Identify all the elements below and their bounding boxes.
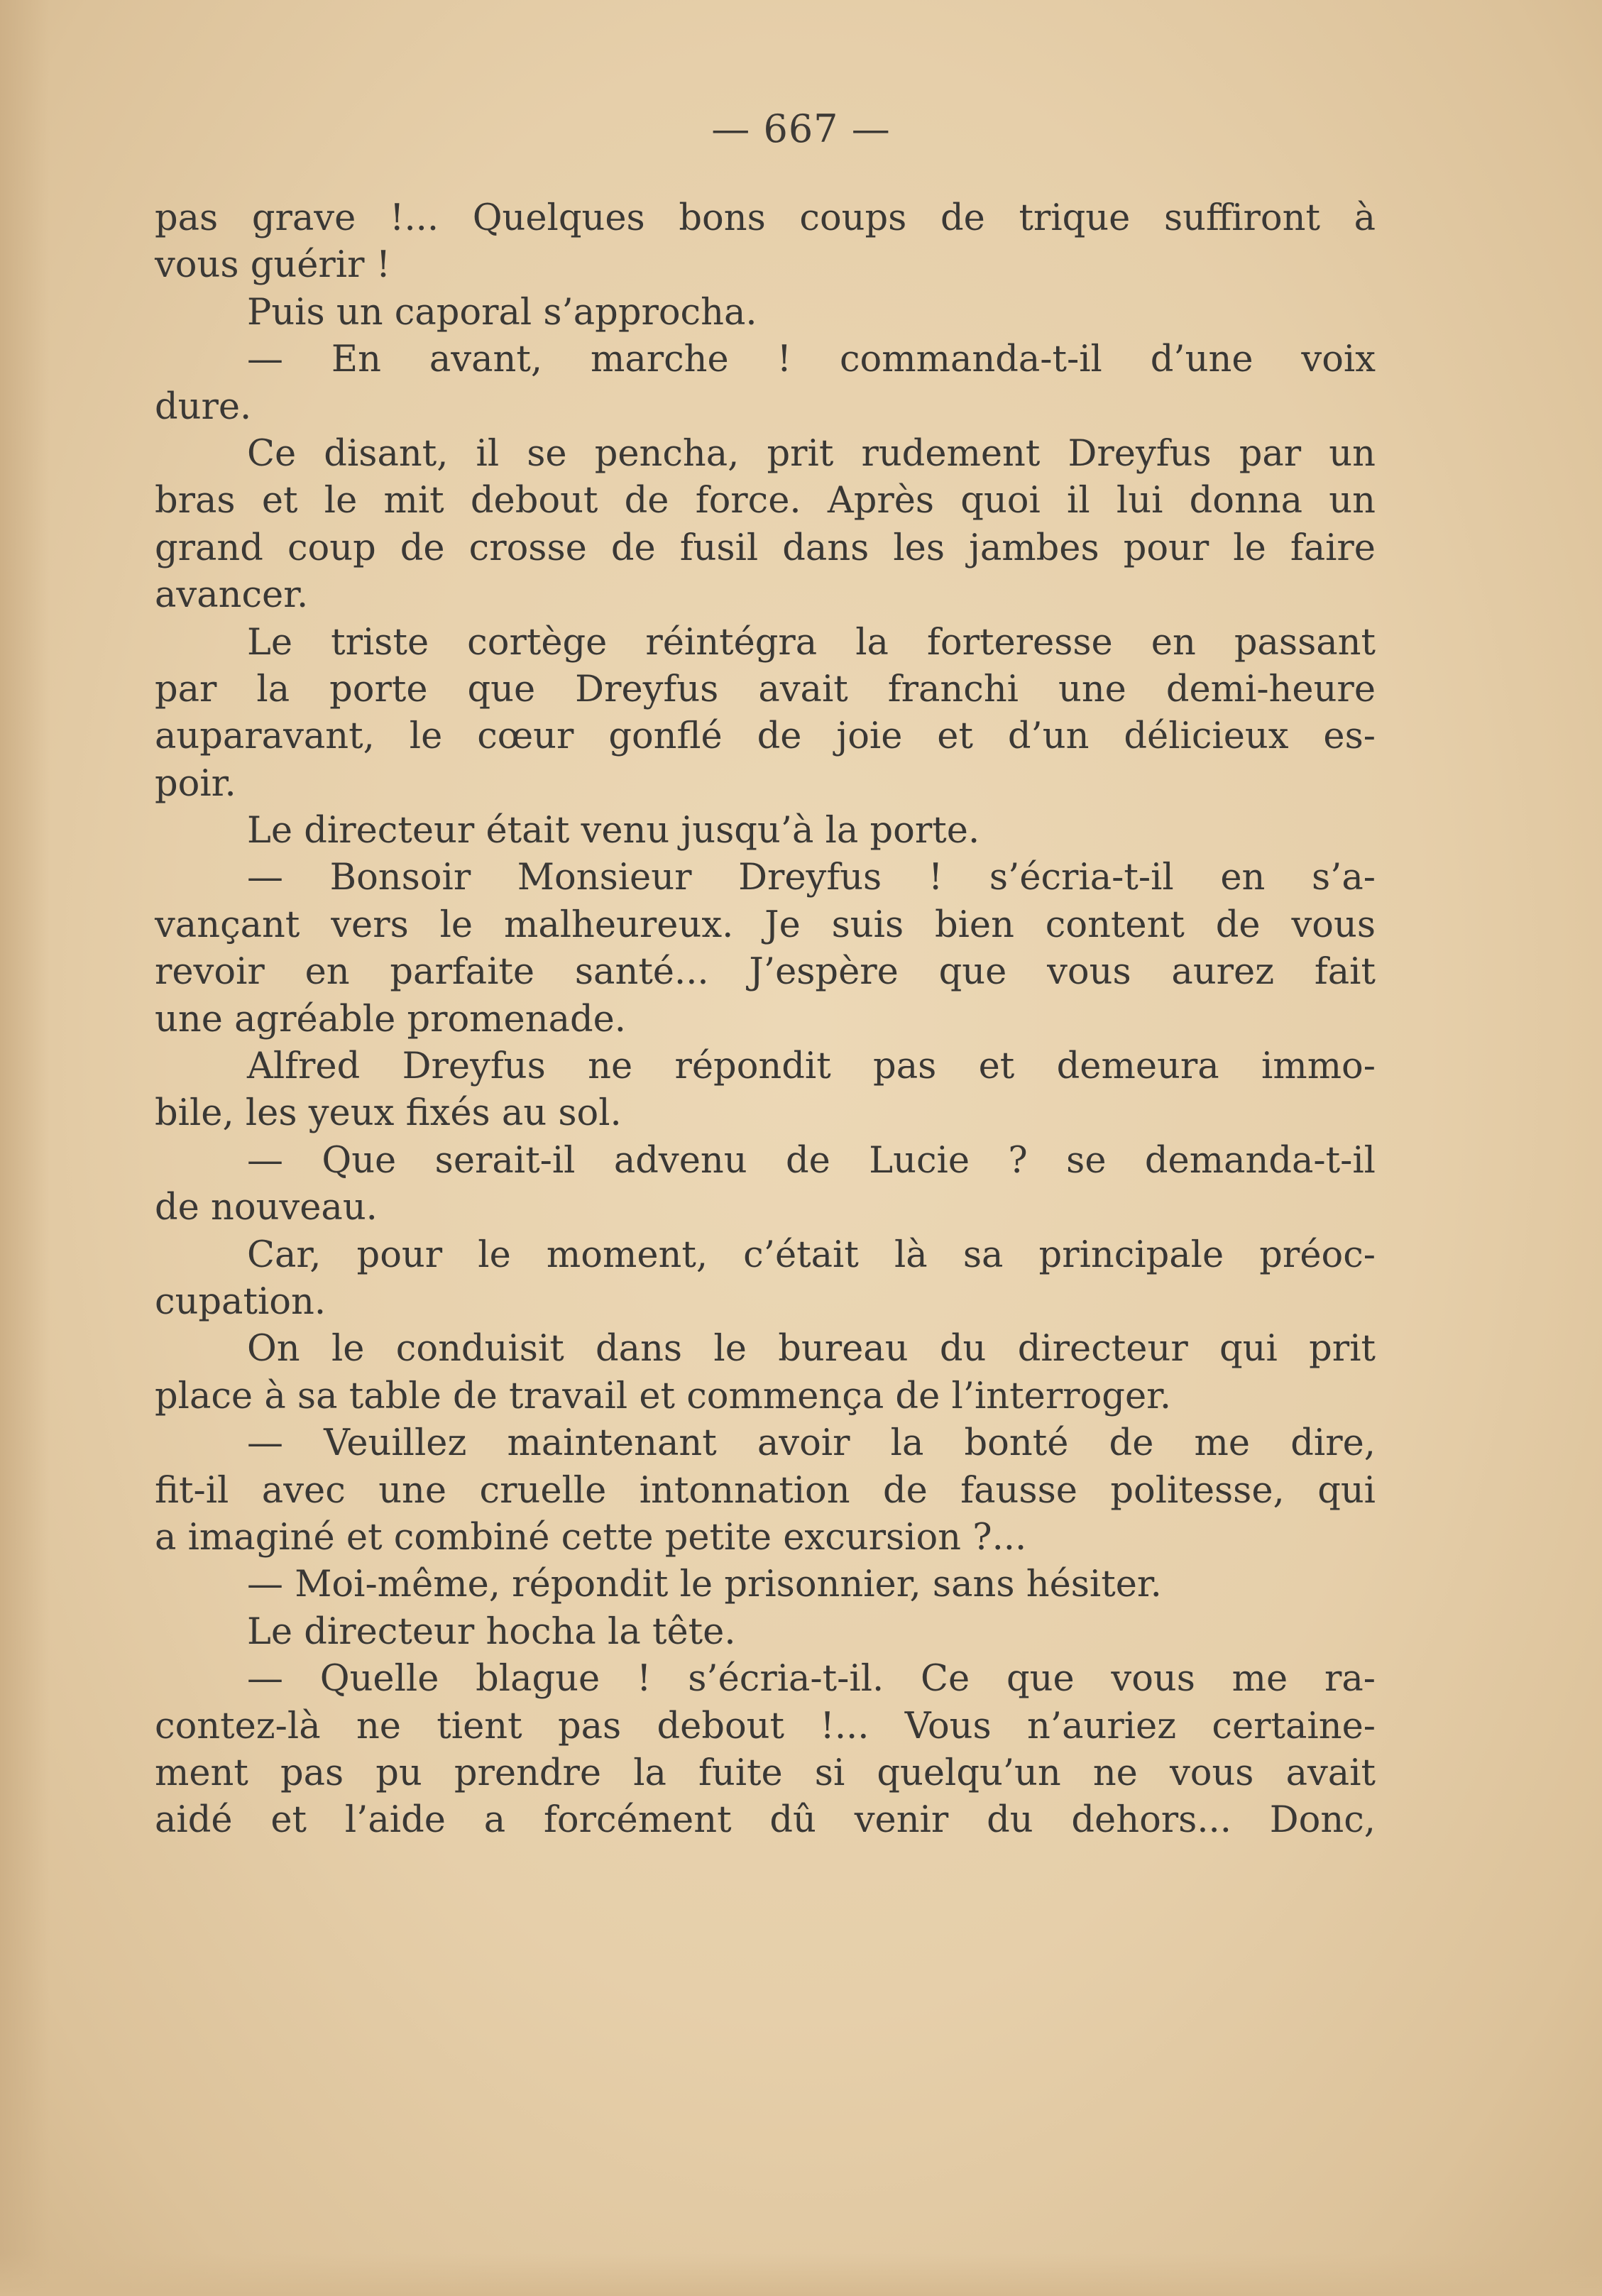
text-line: a imaginé et combiné cette petite excursion ?... [155,1516,1027,1559]
text-line: On le conduisit dans le bureau du directeur qui prit [247,1328,1376,1371]
text-line: auparavant, le cœur gonflé de joie et d’un délicieux es- [155,715,1376,758]
text-line: Ce disant, il se pencha, prit rudement Dreyfus par un [247,432,1376,475]
text-line: Le directeur était venu jusqu’à la porte. [247,810,980,852]
text-line: dure. [155,385,252,428]
page-edge-shadow [0,0,50,2296]
text-line: — Veuillez maintenant avoir la bonté de me dire, [247,1422,1376,1465]
text-line: vançant vers le malheureux. Je suis bien content de vous [155,903,1376,946]
text-line: — Quelle blague ! s’écria-t-il. Ce que vous me ra- [247,1658,1376,1701]
text-line: Le triste cortège réintégra la forteresse en passant [247,621,1376,664]
text-line: — En avant, marche ! commanda-t-il d’une voix [247,339,1376,381]
text-line: grand coup de crosse de fusil dans les jambes pour le faire [155,527,1376,569]
text-line: place à sa table de travail et commença de l’interroger. [155,1375,1172,1417]
text-line: vous guérir ! [155,244,391,287]
text-line: de nouveau. [155,1187,378,1229]
text-line: revoir en parfaite santé... J’espère que vous aurez fait [155,951,1376,994]
text-line: fit-il avec une cruelle intonnation de fausse politesse, qui [155,1469,1376,1512]
text-line: — Que serait-il advenu de Lucie ? se demanda-t-il [247,1139,1376,1182]
text-line: contez-là ne tient pas debout !... Vous n’auriez certaine- [155,1705,1376,1747]
text-line: — Bonsoir Monsieur Dreyfus ! s’écria-t-il en s’a- [247,857,1376,899]
page-number: — 667 — [711,106,891,151]
text-line: une agréable promenade. [155,998,627,1040]
text-line: poir. [155,762,236,805]
text-line: ment pas pu prendre la fuite si quelqu’un ne vous avait [155,1752,1376,1794]
text-line: Alfred Dreyfus ne répondit pas et demeura immo- [247,1045,1376,1088]
body-text [155,195,1376,1845]
text-line: — Moi-même, répondit le prisonnier, sans hésiter. [247,1564,1162,1606]
page-bottom-shadow [0,2253,1602,2296]
text-line: bile, les yeux fixés au sol. [155,1092,622,1135]
text-line: bras et le mit debout de force. Après quoi il lui donna un [155,480,1376,522]
text-line: Car, pour le moment, c’était là sa principale préoc- [247,1234,1376,1276]
text-line: Le directeur hocha la tête. [247,1610,736,1653]
text-line: par la porte que Dreyfus avait franchi une demi-heure [155,668,1376,710]
text-line: Puis un caporal s’approcha. [247,291,757,334]
text-line: pas grave !... Quelques bons coups de trique suffiront à [155,197,1376,239]
text-line: avancer. [155,574,309,617]
text-line: aidé et l’aide a forcément dû venir du dehors... Donc, [155,1799,1376,1842]
text-line: cupation. [155,1280,327,1323]
